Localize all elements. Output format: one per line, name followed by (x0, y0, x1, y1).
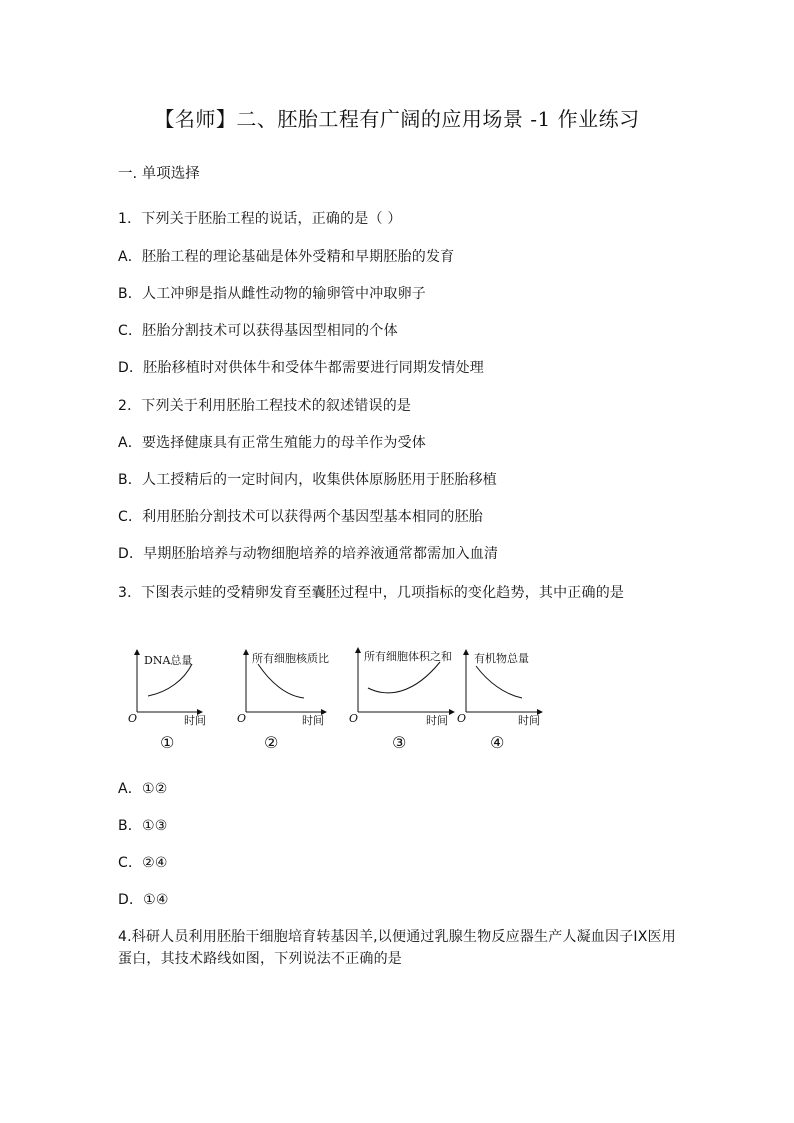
chart-panel-3 (349, 648, 454, 752)
q2-option-b: B．人工授精后的一定时间内，收集供体原肠胚用于胚胎移植 (118, 472, 498, 488)
q3-option-a: A．①② (118, 781, 168, 797)
curve-3 (368, 662, 440, 693)
q3-option-c: C．②④ (118, 855, 168, 871)
origin-3: O (349, 712, 359, 725)
origin-1: O (128, 712, 138, 725)
chart-panel-1 (128, 650, 206, 752)
origin-2: O (237, 712, 247, 725)
panel-number-4: ④ (490, 733, 505, 752)
ylabel-4: 有机物总量 (474, 652, 529, 665)
q3-figure-svg (118, 640, 558, 760)
section-heading: 一. 单项选择 (118, 166, 200, 182)
q2-stem: 2．下列关于利用胚胎工程技术的叙述错误的是 (118, 398, 412, 414)
panel-number-2: ② (264, 733, 279, 752)
q1-option-b: B．人工冲卵是指从雌性动物的输卵管中冲取卵子 (118, 286, 427, 302)
q3-option-d: D．①④ (118, 892, 169, 908)
ylabel-3: 所有细胞体积之和 (364, 650, 452, 663)
q1-stem: 1．下列关于胚胎工程的说话，正确的是（ ） (118, 211, 402, 227)
curve-1 (148, 664, 192, 696)
xlabel-2: 时间 (302, 714, 324, 727)
curve-2 (258, 664, 304, 698)
chart-panel-2 (237, 650, 329, 752)
q3-stem: 3．下图表示蛙的受精卵发育至囊胚过程中，几项指标的变化趋势，其中正确的是 (118, 585, 625, 601)
q4-stem: 4.科研人员利用胚胎干细胞培育转基因羊,以便通过乳腺生物反应器生产人凝血因子IX医用蛋白，其技术路线如图，下列说法不正确的是 (118, 929, 676, 967)
q2-option-a: A．要选择健康具有正常生殖能力的母羊作为受体 (118, 435, 426, 451)
q2-option-c: C．利用胚胎分割技术可以获得两个基因型基本相同的胚胎 (118, 509, 483, 525)
xlabel-3: 时间 (426, 714, 448, 727)
q1-option-a: A．胚胎工程的理论基础是体外受精和早期胚胎的发育 (118, 249, 455, 265)
ylabel-2: 所有细胞核质比 (252, 652, 329, 665)
page-title: 【名师】二、胚胎工程有广阔的应用场景 -1 作业练习 (154, 107, 640, 131)
origin-4: O (457, 712, 467, 725)
q1-option-c: C．胚胎分割技术可以获得基因型相同的个体 (118, 323, 398, 339)
chart-panel-4 (457, 650, 542, 752)
ylabel-1: DNA总量 (144, 654, 193, 667)
q3-figure (118, 640, 558, 760)
xlabel-4: 时间 (518, 714, 540, 727)
curve-4 (476, 666, 522, 698)
xlabel-1: 时间 (184, 714, 206, 727)
panel-number-3: ③ (392, 733, 407, 752)
q2-option-d: D．早期胚胎培养与动物细胞培养的培养液通常都需加入血清 (118, 546, 499, 562)
q1-option-d: D．胚胎移植时对供体牛和受体牛都需要进行同期发情处理 (118, 360, 484, 376)
panel-number-1: ① (160, 733, 175, 752)
q3-option-b: B．①③ (118, 818, 168, 834)
